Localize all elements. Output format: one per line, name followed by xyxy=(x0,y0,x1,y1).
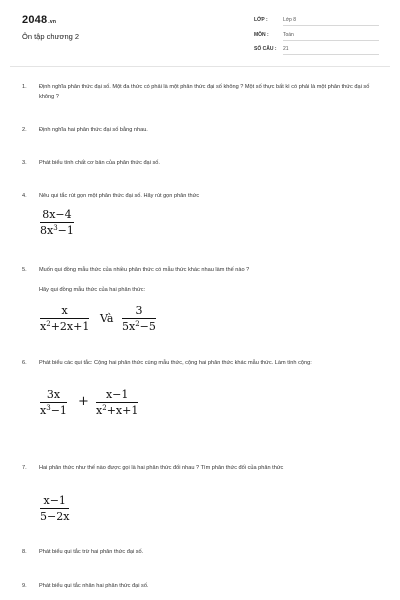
fraction-bar xyxy=(40,402,67,403)
fraction-numerator: x−1 xyxy=(43,494,66,507)
fraction-denominator: $8x^3-1$ xyxy=(40,224,74,237)
question-6 xyxy=(22,358,382,378)
fraction-numerator: 8x−4 xyxy=(42,208,72,221)
question-9 xyxy=(22,581,382,591)
fraction-denominator: $x^2+x+1$ xyxy=(96,404,139,417)
fraction-bar xyxy=(40,508,69,509)
fraction-denominator: $5x^2-5$ xyxy=(122,320,156,333)
question-number: 2. xyxy=(22,127,27,133)
fraction-numerator: x xyxy=(61,304,68,317)
meta-count-underline xyxy=(283,54,379,55)
question-number: 9. xyxy=(22,583,27,589)
fraction-numerator: x−1 xyxy=(105,388,129,401)
question-text: Phát biểu các qui tắc: Cộng hai phân thức cùng mẫu thức, cộng hai phân thức khác mẫu thức. Làm tính cộng: xyxy=(39,360,312,366)
question-number: 7. xyxy=(22,465,27,471)
question-text: Phát biểu qui tắc nhân hai phân thức đại số. xyxy=(39,583,149,589)
fraction-bar xyxy=(96,402,138,403)
fraction-bar xyxy=(40,222,74,223)
meta-count-label: SỐ CÂU : xyxy=(254,46,277,52)
question-4 xyxy=(22,191,382,201)
fraction-numerator: 3 xyxy=(135,304,143,317)
q5-fraction-a xyxy=(40,304,89,333)
site-logo[interactable] xyxy=(22,14,56,26)
question-1 xyxy=(22,82,382,102)
meta-class-label: LỚP : xyxy=(254,17,268,23)
question-text: Phát biểu tính chất cơ bản của phân thức đại số. xyxy=(39,160,160,166)
question-text: Muốn qui đồng mẫu thức của nhiều phân thức có mẫu thức khác nhau làm thế nào ? xyxy=(39,267,250,273)
question-number: 6. xyxy=(22,360,27,366)
meta-subject-row xyxy=(254,31,379,41)
meta-count-value: 21 xyxy=(283,46,289,52)
question-number: 8. xyxy=(22,549,27,555)
question-text: Định nghĩa phân thức đại số. Một đa thức có phải là một phân thức đại số không ? Một số thực bất kì có phải là một phân thức đại số không ? xyxy=(39,84,370,100)
q5-fraction-b xyxy=(122,304,156,333)
fraction-bar xyxy=(122,318,156,319)
q6-fraction-b xyxy=(96,388,138,417)
question-number: 4. xyxy=(22,193,27,199)
question-7 xyxy=(22,463,382,483)
question-5 xyxy=(22,265,382,275)
meta-subject-value: Toán xyxy=(283,32,294,38)
question-number: 5. xyxy=(22,267,27,273)
meta-class-value: Lớp 8 xyxy=(283,17,297,23)
meta-subject-underline xyxy=(283,40,379,41)
fraction-denominator: $x^3-1$ xyxy=(40,404,67,417)
question-text: Nêu qui tắc rút gọn một phân thức đại số. Hãy rút gọn phân thức xyxy=(39,193,200,199)
worksheet-title: Ôn tập chương 2 xyxy=(22,32,80,41)
question-number: 3. xyxy=(22,160,27,166)
meta-subject-label: MÔN : xyxy=(254,32,269,38)
fraction-denominator: $x^2+2x+1$ xyxy=(40,320,90,333)
header-divider xyxy=(10,66,390,67)
question-8 xyxy=(22,547,382,557)
question-text: Hai phân thức như thế nào được gọi là hai phân thức đối nhau ? Tìm phân thức đối của phân thức xyxy=(39,465,284,471)
q6-fraction-a xyxy=(40,388,67,417)
q6-plus-operator: + xyxy=(78,394,89,409)
logo-suffix: .vn xyxy=(48,19,57,25)
worksheet-header xyxy=(0,0,400,64)
question-3 xyxy=(22,158,382,168)
question-number: 1. xyxy=(22,84,27,90)
question-2 xyxy=(22,125,382,135)
fraction-denominator: 5−2x xyxy=(40,510,70,523)
q7-fraction xyxy=(40,494,69,523)
question-text: Phát biểu qui tắc trừ hai phân thức đại số. xyxy=(39,549,144,555)
q4-fraction xyxy=(40,208,74,237)
question-text: Định nghĩa hai phân thức đại số bằng nhau. xyxy=(39,127,148,133)
fraction-numerator: 3x xyxy=(46,388,61,401)
q5-connector: Và xyxy=(100,312,114,325)
meta-class-underline xyxy=(283,25,379,26)
meta-class-row xyxy=(254,16,379,26)
logo-text: 2048 xyxy=(22,14,48,26)
fraction-bar xyxy=(40,318,89,319)
meta-count-row xyxy=(254,45,379,55)
question-5-subtext: Hãy qui đồng mẫu thức của hai phân thức: xyxy=(39,287,146,293)
